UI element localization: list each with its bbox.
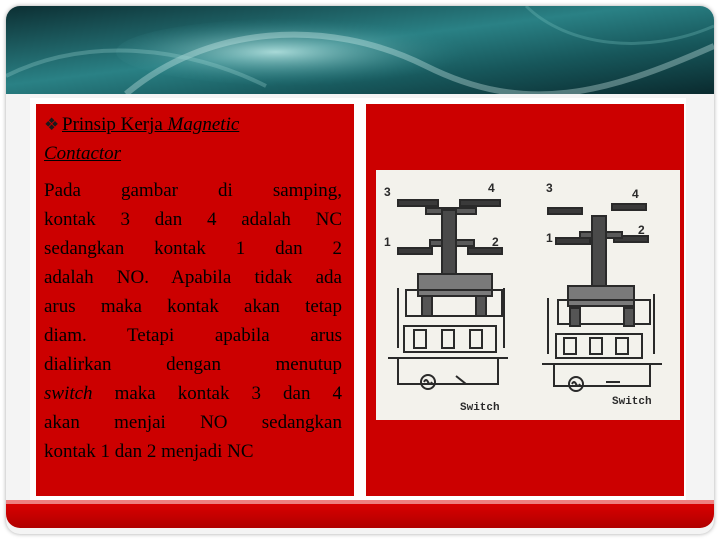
heading-part1: Prinsip Kerja xyxy=(62,114,168,135)
body-line-6: diam. Tetapi apabila arus xyxy=(44,325,342,346)
right-label-3: 3 xyxy=(546,181,553,195)
body-line-10: kontak 1 dan 2 menjadi NC xyxy=(44,441,254,462)
contactor-diagram-graphic xyxy=(376,170,680,420)
left-label-4: 4 xyxy=(488,181,495,195)
right-switch-label: Switch xyxy=(612,396,652,408)
body-switch-word: switch xyxy=(44,383,93,404)
body-line-7: dialirkan dengan menutup xyxy=(44,354,342,375)
image-panel xyxy=(366,104,684,496)
text-panel xyxy=(36,104,354,496)
body-line-2: kontak 3 dan 4 adalah NC xyxy=(44,209,342,230)
slide-heading xyxy=(44,110,348,168)
left-label-2: 2 xyxy=(492,235,499,249)
right-label-1: 1 xyxy=(546,231,553,245)
body-line-1: Pada gambar di samping, xyxy=(44,180,342,201)
heading-part3: Contactor xyxy=(44,143,122,164)
left-label-1: 1 xyxy=(384,235,391,249)
body-line-3: sedangkan kontak 1 dan 2 xyxy=(44,238,342,259)
left-switch-label: Switch xyxy=(460,402,500,414)
left-label-3: 3 xyxy=(384,185,391,199)
footer-bar xyxy=(6,500,714,528)
left-contactor xyxy=(388,200,508,389)
body-line-5: arus maka kontak akan tetap xyxy=(44,296,342,317)
diamond-bullet-icon: ❖ xyxy=(44,115,60,134)
contactor-diagram xyxy=(376,170,680,420)
header-banner xyxy=(6,6,714,94)
body-line-8-rest: maka kontak 3 dan 4 xyxy=(92,383,342,404)
right-label-4: 4 xyxy=(632,187,639,201)
right-label-2: 2 xyxy=(638,223,645,237)
heading-part2: Magnetic xyxy=(167,114,240,135)
body-line-4: adalah NO. Apabila tidak ada xyxy=(44,267,342,288)
body-line-8 xyxy=(44,379,342,408)
body-paragraph xyxy=(44,176,342,466)
body-line-9: akan menjai NO sedangkan xyxy=(44,412,342,433)
banner-graphic xyxy=(6,6,714,94)
